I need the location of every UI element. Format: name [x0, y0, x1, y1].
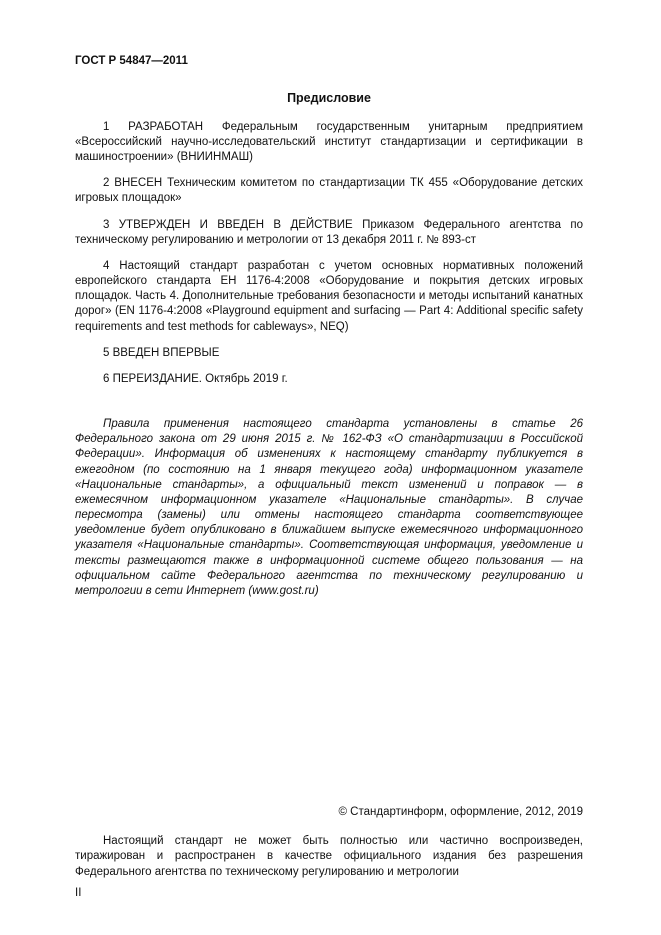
foreword-paragraph-2: 2 ВНЕСЕН Техническим комитетом по стандартизации ТК 455 «Оборудование детских игровых площадок» [75, 177, 583, 205]
foreword-paragraph-1: 1 РАЗРАБОТАН Федеральным государственным унитарным предприятием «Всероссийский научно-исследовательский институт стандартизации и сертификации в машиностроении» (ВНИИНМАШ) [75, 120, 583, 164]
application-rules-note: Правила применения настоящего стандарта установлены в статье 26 Федерального закона от 29 июня 2015 г. № 162-ФЗ «О стандартизации в Российской Федерации». Информация об изменениях к настоящему стандарту публикуется в ежегодном (по состоянию на 1 января текущего года) информационном указателе «Национальные стандарты», а официальный текст изменений и поправок — в ежемесячном информационном указателе «Национальные стандарты». В случае пересмотра (замены) или отмены настоящего стандарта соответствующее уведомление будет опубликовано в ближайшем выпуске ежемесячного информационного указателя «Национальные стандарты». Соответствующая информация, уведомление и тексты размещаются также в информационной системе общего пользования — на официальном сайте Федерального агентства по техническому регулированию и метрологии в сети Интернет (www.gost.ru) [75, 418, 583, 597]
document-code-header: ГОСТ Р 54847—2011 [75, 55, 188, 67]
copyright-line: © Стандартинформ, оформление, 2012, 2019 [338, 806, 583, 819]
page-footer-block [75, 805, 583, 901]
reproduction-notice: Настоящий стандарт не может быть полностью или частично воспроизведен, тиражирован и распространен в качестве официального издания без разрешения Федерального агентства по техническому регулированию и метрологии [75, 835, 583, 878]
foreword-paragraph-5: 5 ВВЕДЕН ВПЕРВЫЕ [103, 346, 220, 359]
page-title: Предисловие [287, 91, 371, 106]
page-number: II [75, 886, 82, 899]
foreword-paragraph-6: 6 ПЕРЕИЗДАНИЕ. Октябрь 2019 г. [103, 372, 288, 385]
foreword-paragraph-4: 4 Настоящий стандарт разработан с учетом основных нормативных положений европейского стандарта ЕН 1176-4:2008 «Оборудование и покрытия детских игровых площадок. Часть 4. Дополнительные требования безопасности и методы испытаний канатных дорог» (EN 1176-4:2008 «Playground equipment and surfacing — Part 4: Additional specific safety requirements and test methods for cableways», NEQ) [75, 259, 583, 333]
foreword-paragraph-3: 3 УТВЕРЖДЕН И ВВЕДЕН В ДЕЙСТВИЕ Приказом Федерального агентства по техническому регулированию и метрологии от 13 декабря 2011 г. № 893-ст [75, 218, 583, 246]
